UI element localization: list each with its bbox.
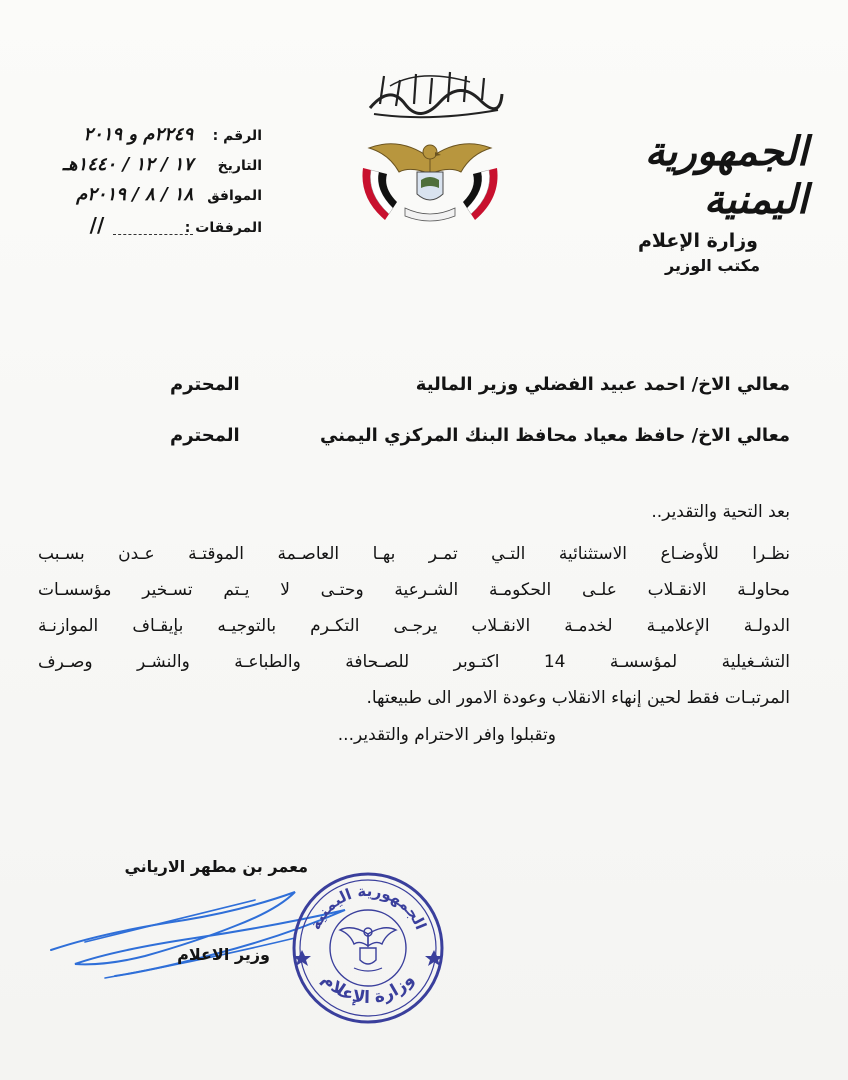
attachments-value: // — [89, 213, 105, 237]
body-paragraph — [38, 536, 790, 716]
greeting: بعد التحية والتقدير.. — [651, 502, 790, 522]
basmala-calligraphy — [360, 64, 510, 124]
reference-number-value: ٢٢٤٩م و ٢٠١٩ — [83, 124, 194, 145]
gregorian-date-label: الموافق — [207, 188, 262, 204]
stamp-bottom-text: وزارة الإعلام — [317, 969, 419, 1009]
letterhead — [548, 128, 808, 275]
addressee-line — [170, 425, 790, 446]
signer-name: معمر بن مطهر الارياني — [124, 857, 308, 876]
paragraph-line: محاولـة الانقـلاب علـى الحكومـة الشـرعية وحتـى لا يـتم تسـخير مؤسسـات — [38, 580, 790, 600]
republic-logotype: الجمهورية اليمنية — [644, 128, 808, 223]
paragraph-line: الدولـة الإعلاميـة لخدمـة الانقـلاب يرجـى التكـرم بالتوجيـه بإيقـاف الموازنـة — [38, 616, 790, 636]
addressee-name: معالي الاخ/ احمد عبيد الفضلي وزير المالية — [415, 374, 790, 395]
gregorian-date-value: ١٨ / ٨ / ٢٠١٩م — [76, 184, 194, 205]
addressee-honorific: المحترم — [170, 425, 240, 446]
attachments-dotted-line — [113, 222, 193, 235]
official-stamp — [288, 868, 448, 1028]
paragraph-line: نظـرا للأوضـاع الاستثنائية التـي تمـر بهـا العاصـمة الموقتـة عـدن بسـبب — [38, 544, 790, 564]
paragraph-line: التشـغيلية لمؤسسـة 14 اكتـوبر للصـحافة والطباعـة والنشـر وصـرف — [38, 652, 790, 672]
hijri-date-row — [22, 150, 262, 180]
stamp-top-text: الجمهورية اليمنية — [306, 881, 431, 933]
addressee-name: معالي الاخ/ حافظ معياد محافظ البنك المركزي اليمني — [319, 425, 790, 446]
paragraph-line: المرتبـات فقط لحين إنهاء الانقلاب وعودة الامور الى طبيعتها. — [366, 688, 790, 708]
reference-number-row — [22, 120, 262, 150]
addressee-honorific: المحترم — [170, 374, 240, 395]
closing-remark: وتقبلوا وافر الاحترام والتقدير... — [337, 725, 556, 745]
attachments-label: المرفقات : — [184, 220, 262, 236]
attachments-row — [22, 210, 262, 240]
signer-title: وزير الاعلام — [177, 945, 270, 964]
gregorian-date-row — [22, 180, 262, 210]
reference-number-label: الرقم : — [212, 128, 262, 144]
ministry-name: وزارة الإعلام — [637, 230, 758, 252]
svg-text:وزارة الإعلام — [318, 970, 419, 1008]
hijri-date-label: التاريخ — [217, 158, 262, 174]
reference-block — [22, 120, 262, 240]
hijri-date-value: ١٧ / ١٢ / ١٤٤٠هـ — [62, 154, 194, 175]
addressee-line — [170, 374, 790, 395]
office-name: مكتب الوزير — [665, 256, 760, 275]
national-emblem — [355, 128, 505, 228]
